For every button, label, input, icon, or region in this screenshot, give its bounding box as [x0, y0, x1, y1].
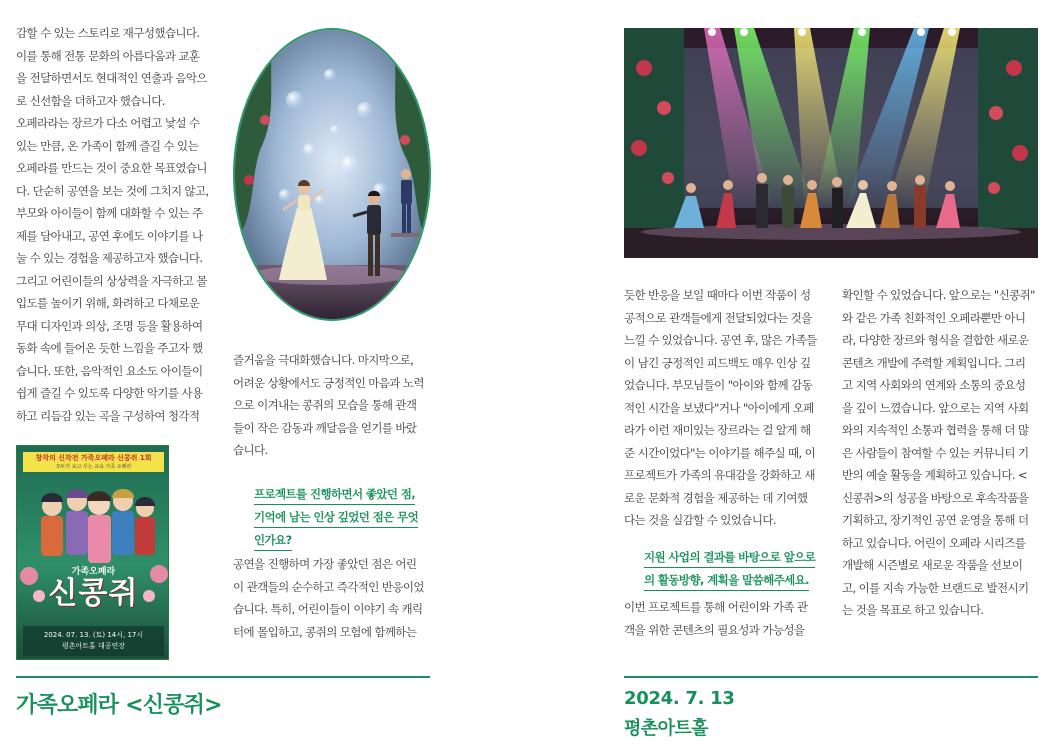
question-line: 지원 사업의 결과를 바탕으로 앞으로 [644, 548, 815, 568]
paragraph-line: 하고 있습니다. 어린이 오페라 시리즈를 [842, 535, 1026, 550]
paragraph-line: 와 같은 가족 친화적인 오페라뿐만 아니 [842, 310, 1026, 325]
paragraph-line: 제를 담아내고, 공연 후에도 이야기를 나 [16, 228, 203, 243]
paragraph-line: 었습니다. 부모님들이 "아이와 함께 감동 [624, 378, 813, 392]
paragraph-line: 즐거움을 극대화했습니다. 마지막으로, [233, 353, 414, 367]
question-line: 의 활동방향, 계획을 말씀해주세요. [644, 571, 809, 591]
paragraph-line: 신콩쥐>의 성공을 바탕으로 후속작품을 [842, 490, 1029, 505]
paragraph-line: 준 시간이었다"는 이야기를 해주실 때, 이 [624, 445, 816, 460]
question-line: 프로젝트를 진행하면서 좋았던 점, [254, 485, 415, 505]
right-column-c-text-top [624, 284, 824, 532]
stage-curtain-call-photo [624, 28, 1038, 258]
paragraph-line: 은 사람들이 참여할 수 있는 커뮤니티 기 [842, 445, 1029, 460]
question-line: 인가요? [254, 531, 292, 551]
paragraph-line: 객을 위한 콘텐츠의 필요성과 가능성을 [624, 622, 805, 637]
poster-title: 신콩쥐 [48, 576, 139, 611]
stage-illustration [624, 28, 1038, 258]
paragraph-line: 을 전달하면서도 현대적인 연출과 음악으 [16, 71, 207, 85]
paragraph-line: 이 관객들의 순수하고 즉각적인 반응이었 [233, 579, 424, 594]
left-column-b-text-top [233, 349, 433, 462]
paragraph-line: 기획하고, 장기적인 공연 운영을 통해 더 [842, 513, 1029, 527]
paragraph-line: 와의 지속적인 소통과 협력을 통해 더 많 [842, 423, 1029, 437]
right-column-c-text-bottom [624, 596, 824, 641]
interview-question-2 [644, 547, 815, 593]
paragraph-line: 로 신선함을 더하고자 했습니다. [16, 93, 165, 108]
paragraph-line: 습니다. 또한, 음악적인 요소도 아이들이 [16, 363, 203, 378]
paragraph-line: 로운 문화적 경험을 제공하는 데 기여했 [624, 490, 808, 505]
paragraph-line: 무대 디자인과 의상, 조명 등을 활용하여 [16, 318, 203, 333]
paragraph-line: 을 깊이 느꼈습니다. 앞으로는 지역 사회 [842, 400, 1029, 415]
footer-venue: 평촌아트홀 [624, 718, 708, 739]
paragraph-line: 그리고 어린이들의 상상력을 자극하고 몰 [16, 273, 207, 288]
paragraph-line: 느낄 수 있었습니다. 공연 후, 많은 가족들 [624, 333, 817, 347]
poster-date: 2024. 07. 13. (토) 14시, 17시 [43, 631, 144, 639]
paragraph-line: 입도를 높이기 위해, 화려하고 다채로운 [16, 296, 200, 310]
paragraph-line: 확인할 수 있었습니다. 앞으로는 "신콩쥐" [842, 288, 1035, 302]
poster-venue: 평촌아트홀 대공연장 [61, 642, 126, 650]
footer-title: 가족오페라 <신콩쥐> [16, 693, 222, 718]
paragraph-line: 습니다. [233, 443, 268, 457]
poster-series: 가족오페라 [71, 567, 116, 577]
paragraph-line: 이번 프로젝트를 통해 어린이와 가족 관 [624, 600, 808, 614]
interview-question-1 [254, 484, 418, 553]
paragraph-line: 콘텐츠 개발에 주력할 계획입니다. 그리 [842, 355, 1026, 370]
paragraph-line: 부모와 아이들이 함께 대화할 수 있는 주 [16, 206, 203, 220]
paragraph-line: 듯한 반응을 보일 때마다 이번 작품이 성 [624, 288, 811, 302]
opera-poster [16, 445, 169, 660]
paragraph-line: 터에 몰입하고, 콩쥐의 모험에 함께하는 [233, 624, 417, 639]
paragraph-line: 공적으로 관객들에게 전달되었다는 것을 [624, 310, 812, 325]
paragraph-line: 들이 작은 감동과 깨달음을 얻기를 바랐 [233, 420, 417, 435]
right-footer-rule [624, 676, 1038, 678]
paragraph-line: 고 지역 사회와의 연계와 소통의 중요성 [842, 378, 1026, 392]
paragraph-line: 이를 통해 전통 문화의 아름다움과 교훈 [16, 48, 200, 63]
paragraph-line: 반의 예술 활동을 계획하고 있습니다. < [842, 468, 1028, 482]
paragraph-line: 으로 이겨내는 콩쥐의 모습을 통해 관객 [233, 398, 417, 412]
paragraph-line: 있는 만큼, 온 가족이 함께 즐길 수 있는 [16, 138, 199, 153]
paragraph-line: 오페라를 만드는 것이 중요한 목표였습니 [16, 161, 207, 175]
footer-date: 2024. 7. 13 [624, 688, 735, 709]
left-footer-rule [16, 676, 430, 678]
paragraph-line: 개발해 시즌별로 새로운 작품을 선보이 [842, 558, 1023, 572]
performance-illustration [235, 30, 431, 321]
paragraph-line: 라, 다양한 장르와 형식을 결합한 새로운 [842, 333, 1029, 347]
paragraph-line: 습니다. 특히, 어린이들이 이야기 속 캐릭 [233, 602, 423, 616]
poster-subbanner: 모두가 보고 꾸는 교육 가족 오페라 [55, 464, 132, 470]
poster-banner: 창작의 신작전 가족오페라 신콩쥐 1회 [35, 454, 152, 462]
paragraph-line: 는 것을 목표로 하고 있습니다. [842, 603, 984, 617]
paragraph-line: 다. 단순히 공연을 보는 것에 그치지 않고, [16, 183, 209, 198]
question-line: 기억에 남는 인상 깊었던 점은 무엇 [254, 508, 418, 528]
paragraph-line: 프로젝트가 가족의 유대감을 강화하고 새 [624, 468, 815, 482]
paragraph-line: 눌 수 있는 경험을 제공하고자 했습니다. [16, 251, 203, 265]
poster-artwork [17, 446, 169, 660]
paragraph-line: 감할 수 있는 스토리로 재구성했습니다. [16, 26, 200, 40]
left-column-b-text-bottom [233, 553, 433, 643]
paragraph-line: 고, 이를 지속 가능한 브랜드로 발전시키 [842, 580, 1029, 595]
performance-photo-oval [233, 28, 431, 321]
paragraph-line: 동화 속에 들어온 듯한 느낌을 주고자 했 [16, 341, 203, 355]
left-column-text [16, 22, 216, 427]
paragraph-line: 공연을 진행하며 가장 좋았던 점은 어린 [233, 557, 417, 571]
paragraph-line: 쉽게 즐길 수 있도록 다양한 악기를 사용 [16, 386, 203, 400]
paragraph-line: 적인 시간을 보냈다"거나 "아이에게 오페 [624, 400, 814, 415]
paragraph-line: 이 남긴 긍정적인 피드백도 매우 인상 깊 [624, 355, 811, 370]
paragraph-line: 다는 것을 실감할 수 있었습니다. [624, 513, 776, 527]
paragraph-line: 오페라라는 장르가 다소 어렵고 낯설 수 [16, 116, 200, 130]
paragraph-line: 어려운 상황에서도 긍정적인 마음과 노력 [233, 375, 424, 390]
right-column-d-text [842, 284, 1042, 622]
paragraph-line: 라가 이런 재미있는 장르라는 걸 알게 해 [624, 423, 811, 437]
paragraph-line: 하고 리듬감 있는 곡을 구성하여 청각적 [16, 408, 200, 423]
